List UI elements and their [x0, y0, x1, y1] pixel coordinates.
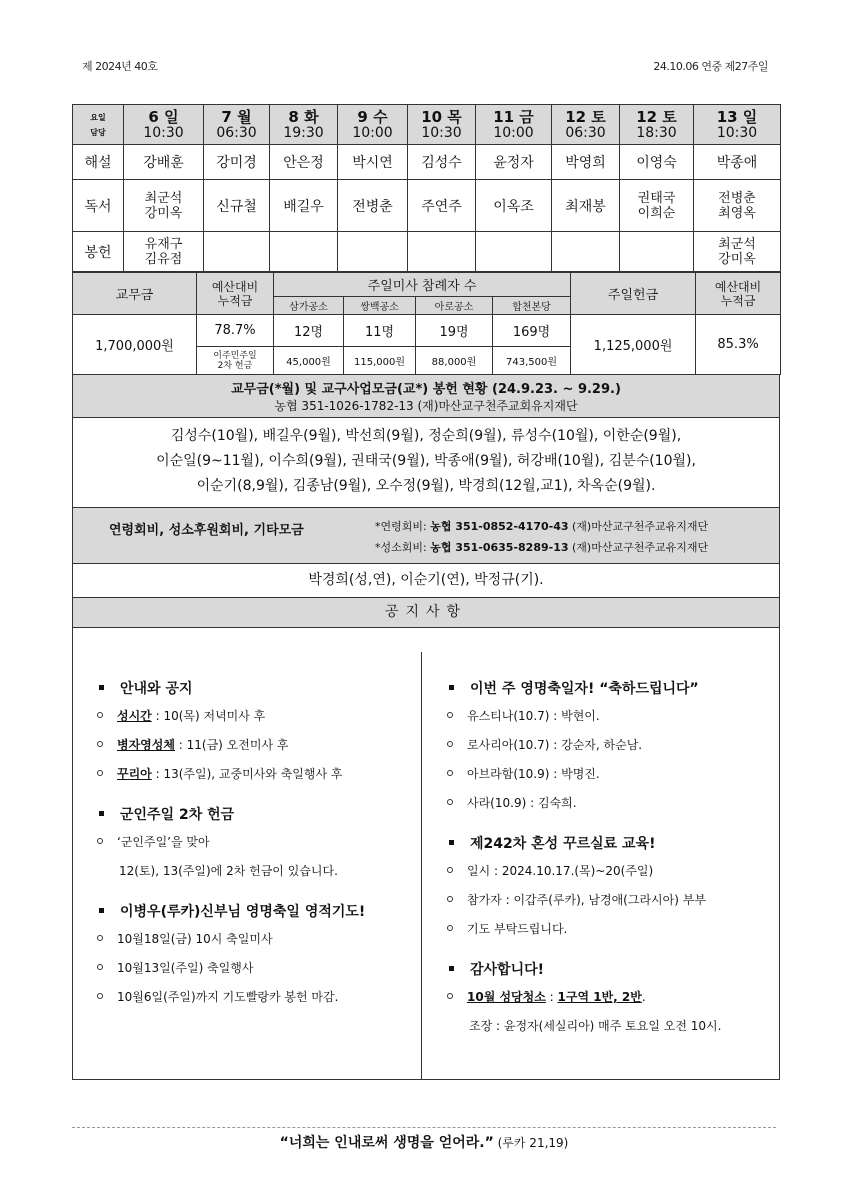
budget-label-line: 누적금 — [217, 293, 253, 308]
duty-cell: 박종애 — [694, 145, 781, 180]
circle-bullet-icon — [97, 712, 103, 718]
empty-cell — [204, 232, 270, 272]
square-bullet-icon — [449, 840, 454, 845]
funds-header — [72, 508, 780, 564]
migrant-label-line: 이주민주일 — [213, 350, 257, 361]
notice-heading-text: 안내와 공지 — [120, 681, 193, 697]
notice-heading-text: 이번 주 영명축일자! “축하드립니다” — [470, 681, 699, 697]
day-col — [552, 105, 620, 145]
migrant-label-line: 2차 헌금 — [217, 360, 253, 371]
notice-item-strong: 병자영성체 — [117, 738, 175, 752]
community-label: 쌍백공소 — [344, 297, 416, 315]
duty-cell: 배길우 — [270, 180, 338, 232]
duty-cell: 이옥조 — [476, 180, 552, 232]
duty-name: 전병춘 — [718, 190, 756, 206]
funds-title: 연령회비, 성소후원회비, 기타모금 — [109, 523, 304, 538]
notice-heading-text: 군인주일 2차 헌금 — [120, 807, 235, 823]
account-owner: (재)마산교구천주교유지재단 — [568, 520, 709, 533]
circle-bullet-icon — [447, 925, 453, 931]
duty-name: 최영옥 — [718, 205, 756, 221]
notice-item — [443, 766, 773, 782]
notice-item-text: 참가자 : 이갑주(루카), 남경애(그라시아) 부부 — [467, 893, 706, 907]
circle-bullet-icon — [447, 799, 453, 805]
row-label-commentary: 해설 — [73, 145, 124, 180]
empty-cell — [270, 232, 338, 272]
notice-item-text: 10월18일(금) 10시 축일미사 — [117, 932, 273, 946]
offering-status-title: 교무금(*월) 및 교구사업모금(교*) 봉헌 현황 (24.9.23. ~ 9.29.) — [231, 382, 621, 397]
attendance-count: 19명 — [416, 315, 493, 347]
notice-item — [93, 960, 413, 976]
circle-bullet-icon — [447, 993, 453, 999]
circle-bullet-icon — [97, 741, 103, 747]
account-number: 농협 351-0635-8289-13 — [430, 541, 569, 554]
notice-heading — [443, 678, 773, 698]
duty-cell — [124, 180, 204, 232]
notice-item-text: 아브라함(10.9) : 박명진. — [467, 767, 600, 781]
notice-item-text: . — [641, 990, 646, 1004]
notice-section — [443, 833, 773, 937]
finance-header-row-1 — [73, 273, 781, 297]
notice-item-strong: 성시간 — [117, 709, 152, 723]
day-label: 6 일 — [148, 107, 179, 126]
column-divider — [421, 652, 422, 1079]
sunday-collection-label: 주일헌금 — [571, 273, 696, 315]
attendance-count: 11명 — [344, 315, 416, 347]
sunday-collection-percent: 85.3% — [696, 315, 781, 375]
duty-name: 최군석 — [144, 190, 183, 206]
notice-item-text: 조장 : 윤정자(세실리아) 매주 토요일 오전 10시. — [469, 1019, 722, 1033]
second-collection-amount: 88,000원 — [416, 347, 493, 375]
notice-item — [93, 989, 413, 1005]
notice-section — [93, 678, 413, 782]
empty-cell — [552, 232, 620, 272]
notice-item — [443, 863, 773, 879]
budget-label-2 — [696, 273, 781, 315]
attendance-count: 12명 — [274, 315, 344, 347]
duty-name: 최군석 — [718, 236, 756, 252]
mass-time: 19:30 — [283, 124, 324, 141]
notice-heading-text: 제242차 혼성 꾸르실료 교육! — [470, 836, 656, 852]
duty-cell: 박시연 — [338, 145, 408, 180]
notice-item-text: 유스티나(10.7) : 박현이. — [467, 709, 600, 723]
reading-row — [73, 180, 781, 232]
second-collection-amount: 45,000원 — [274, 347, 344, 375]
duty-name: 강미옥 — [718, 251, 756, 267]
duty-cell: 주연주 — [408, 180, 476, 232]
notice-item — [443, 892, 773, 908]
empty-cell — [338, 232, 408, 272]
finance-attendance-table — [72, 272, 781, 375]
budget-label-line: 예산대비 — [211, 279, 259, 294]
square-bullet-icon — [99, 908, 104, 913]
day-label: 8 화 — [288, 107, 319, 126]
mass-time: 10:00 — [352, 124, 393, 141]
sunday-collection-amount: 1,125,000원 — [571, 315, 696, 375]
notice-section — [93, 804, 413, 879]
attendance-title: 주일미사 참례자 수 — [274, 273, 571, 297]
empty-cell — [620, 232, 694, 272]
circle-bullet-icon — [97, 770, 103, 776]
footer-divider — [72, 1127, 776, 1128]
duty-cell — [694, 232, 781, 272]
notice-heading — [443, 833, 773, 853]
circle-bullet-icon — [447, 741, 453, 747]
kyomugeum-label: 교무금 — [73, 273, 197, 315]
day-label: 7 월 — [221, 107, 252, 126]
notice-item-text: ‘군인주일’을 맞아 — [117, 835, 210, 849]
day-col — [270, 105, 338, 145]
vocation-fund-account — [375, 539, 708, 555]
circle-bullet-icon — [97, 993, 103, 999]
budget-label-line: 예산대비 — [714, 279, 762, 294]
budget-label-line: 누적금 — [720, 293, 756, 308]
square-bullet-icon — [99, 811, 104, 816]
mass-duty-schedule — [72, 104, 781, 272]
empty-cell — [476, 232, 552, 272]
notice-item-text: 10월13일(주일) 축일행사 — [117, 961, 254, 975]
account-owner: (재)마산교구천주교유지재단 — [568, 541, 709, 554]
notice-heading-text: 감사합니다! — [470, 962, 545, 978]
day-label: 12 토 — [565, 107, 606, 126]
bulletin-body — [72, 104, 780, 1080]
day-label: 9 수 — [357, 107, 388, 126]
circle-bullet-icon — [97, 935, 103, 941]
issue-date: 24.10.06 연중 제27주일 — [653, 60, 768, 73]
notice-item — [93, 834, 413, 850]
community-label: 합천본당 — [493, 297, 571, 315]
notice-section — [443, 678, 773, 811]
notice-heading — [443, 959, 773, 979]
community-label: 아로공소 — [416, 297, 493, 315]
day-col — [694, 105, 781, 145]
attendance-row — [73, 315, 781, 347]
footer-quote — [0, 1132, 848, 1152]
circle-bullet-icon — [447, 770, 453, 776]
day-label: 12 토 — [636, 107, 677, 126]
notice-item-text: 사라(10.9) : 김숙희. — [467, 796, 577, 810]
funeral-fund-account — [375, 518, 708, 534]
day-label: 11 금 — [493, 107, 534, 126]
offering-names — [72, 418, 780, 508]
mass-time: 10:00 — [493, 124, 534, 141]
day-col — [204, 105, 270, 145]
notice-heading — [93, 678, 413, 698]
row-label-offering: 봉헌 — [73, 232, 124, 272]
offering-names-line: 김성수(10월), 배길우(9월), 박선희(9월), 정순희(9월), 류성수(10월), 이한순(9월), — [170, 428, 682, 444]
circle-bullet-icon — [447, 896, 453, 902]
duty-name: 강미옥 — [144, 205, 183, 221]
empty-cell — [408, 232, 476, 272]
notice-section — [443, 959, 773, 1034]
offering-status-account: 농협 351-1026-1782-13 (재)마산교구천주교회유지재단 — [274, 399, 578, 413]
duty-cell: 전병춘 — [338, 180, 408, 232]
square-bullet-icon — [99, 685, 104, 690]
duty-cell — [694, 180, 781, 232]
notice-item-text: 로사리아(10.7) : 강순자, 하순남. — [467, 738, 643, 752]
second-collection-amount: 115,000원 — [344, 347, 416, 375]
notices-left-column — [93, 656, 413, 1018]
funds-names: 박경희(성,연), 이순기(연), 박정규(기). — [72, 564, 780, 598]
day-col — [408, 105, 476, 145]
circle-bullet-icon — [447, 867, 453, 873]
notice-heading — [93, 901, 413, 921]
schedule-header-row — [73, 105, 781, 145]
attendance-count: 169명 — [493, 315, 571, 347]
offering-names-line: 이순일(9~11월), 이수희(9월), 권태국(9월), 박종애(9월), 허강배(10월), 김분수(10월), — [156, 453, 696, 469]
circle-bullet-icon — [97, 838, 103, 844]
notice-item-strong: 1구역 1반, 2반 — [557, 990, 642, 1004]
duty-cell — [620, 180, 694, 232]
square-bullet-icon — [449, 966, 454, 971]
notice-item-text: 12(토), 13(주일)에 2차 헌금이 있습니다. — [119, 864, 338, 878]
duty-cell: 이영숙 — [620, 145, 694, 180]
notice-section — [93, 901, 413, 1005]
duty-cell: 강미경 — [204, 145, 270, 180]
notices-title: 공지사항 — [72, 598, 780, 628]
duty-name: 유재구 — [144, 236, 183, 252]
duty-name: 김유점 — [144, 251, 183, 267]
notice-item — [443, 921, 773, 937]
notice-item-text: 기도 부탁드립니다. — [467, 922, 568, 936]
notice-item — [443, 708, 773, 724]
notice-item-text: : 10(목) 저녁미사 후 — [151, 709, 266, 723]
notice-item — [443, 1018, 773, 1034]
migrant-sunday-label — [197, 347, 274, 375]
issue-number: 제 2024년 40호 — [82, 60, 158, 73]
duty-cell: 김성수 — [408, 145, 476, 180]
notice-item-text: : — [545, 990, 558, 1004]
corner-duty: 담당 — [90, 127, 106, 137]
duty-cell: 신규철 — [204, 180, 270, 232]
offering-row — [73, 232, 781, 272]
community-label: 삼가공소 — [274, 297, 344, 315]
notice-item-text: : 13(주일), 교중미사와 축일행사 후 — [151, 767, 343, 781]
commentary-row — [73, 145, 781, 180]
notice-item — [93, 931, 413, 947]
duty-cell: 안은정 — [270, 145, 338, 180]
duty-cell: 최재봉 — [552, 180, 620, 232]
schedule-corner — [73, 105, 124, 145]
notice-item — [93, 708, 413, 724]
notice-heading — [93, 804, 413, 824]
mass-time: 18:30 — [636, 124, 677, 141]
row-label-reading: 독서 — [73, 180, 124, 232]
notice-item — [93, 737, 413, 753]
notice-heading-text: 이병우(루카)신부님 영명축일 영적기도! — [120, 904, 366, 920]
notice-item-strong: 꾸리아 — [117, 767, 152, 781]
kyomugeum-amount: 1,700,000원 — [73, 315, 197, 375]
duty-cell: 윤정자 — [476, 145, 552, 180]
notice-item — [93, 863, 413, 879]
notice-item — [443, 737, 773, 753]
offering-names-line: 이순기(8,9월), 김종남(9월), 오수정(9월), 박경희(12월,교1), 차옥순(9월). — [196, 478, 656, 494]
notice-item — [443, 989, 773, 1005]
notices-right-column — [443, 656, 773, 1047]
notice-item-strong: 10월 성당청소 — [467, 990, 546, 1004]
duty-name: 권태국 — [637, 190, 676, 206]
budget-label-1 — [197, 273, 274, 315]
square-bullet-icon — [449, 685, 454, 690]
duty-cell: 강배훈 — [124, 145, 204, 180]
notice-item-text: : 11(금) 오전미사 후 — [174, 738, 289, 752]
day-col — [338, 105, 408, 145]
mass-time: 06:30 — [565, 124, 606, 141]
quote-text: “너희는 인내로써 생명을 얻어라.” — [279, 1135, 494, 1151]
account-label: *연령회비: — [375, 520, 431, 533]
notice-item-text: 일시 : 2024.10.17.(목)~20(주일) — [467, 864, 654, 878]
day-col — [476, 105, 552, 145]
notices-panel — [72, 628, 780, 1080]
day-label: 13 일 — [716, 107, 758, 126]
mass-time: 10:30 — [421, 124, 462, 141]
circle-bullet-icon — [447, 712, 453, 718]
day-col — [124, 105, 204, 145]
mass-time: 10:30 — [716, 124, 758, 141]
notice-item — [443, 795, 773, 811]
duty-name: 이희순 — [637, 205, 676, 221]
duty-cell — [124, 232, 204, 272]
quote-reference: (루카 21,19) — [493, 1136, 569, 1150]
offering-status-header — [72, 375, 780, 418]
second-collection-amount: 743,500원 — [493, 347, 571, 375]
account-number: 농협 351-0852-4170-43 — [430, 520, 569, 533]
day-label: 10 목 — [421, 107, 462, 126]
circle-bullet-icon — [97, 964, 103, 970]
mass-time: 10:30 — [143, 124, 184, 141]
notice-item — [93, 766, 413, 782]
duty-cell: 박영희 — [552, 145, 620, 180]
mass-time: 06:30 — [216, 124, 257, 141]
notice-item-text: 10월6일(주일)까지 기도빨랑카 봉헌 마감. — [117, 990, 339, 1004]
account-label: *성소회비: — [375, 541, 431, 554]
day-col — [620, 105, 694, 145]
corner-weekday: 요일 — [90, 112, 106, 122]
kyomugeum-percent: 78.7% — [197, 315, 274, 347]
